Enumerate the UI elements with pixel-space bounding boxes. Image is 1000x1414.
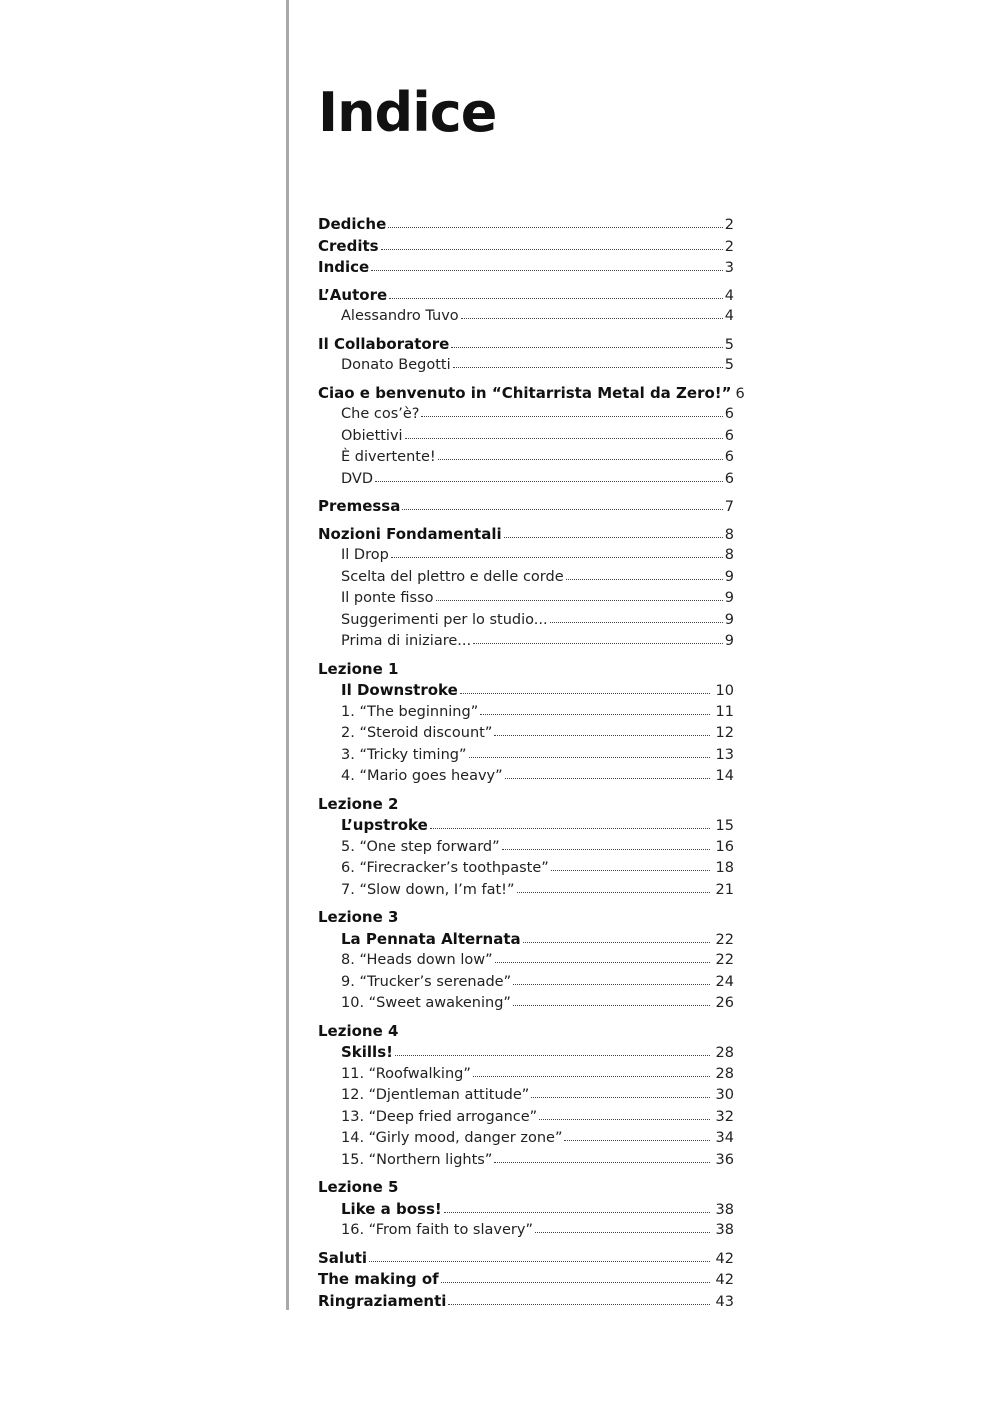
toc-entry[interactable]	[318, 880, 734, 902]
toc-page-number: 22	[715, 952, 734, 968]
toc-entry[interactable]	[318, 404, 734, 426]
toc-entry-label: 16. “From faith to slavery”	[341, 1222, 533, 1238]
toc-entry[interactable]	[318, 972, 734, 994]
toc-page-number: 28	[715, 1045, 734, 1061]
toc-entry[interactable]	[318, 702, 734, 724]
toc-page-number: 13	[715, 746, 734, 763]
toc-page-number: 9	[724, 590, 734, 606]
toc-entry[interactable]	[318, 285, 734, 307]
toc-group	[318, 907, 734, 1015]
toc-page-number: 2	[724, 238, 734, 255]
toc-entry-label: 5. “One step forward”	[341, 838, 500, 855]
toc-entry-label: L’upstroke	[341, 816, 428, 834]
toc-entry[interactable]	[318, 1150, 734, 1172]
toc-entry-label: 8. “Heads down low”	[341, 952, 493, 968]
toc-page-number: 6	[724, 449, 734, 465]
dot-leader	[441, 1281, 710, 1283]
toc-entry[interactable]	[318, 723, 734, 745]
toc-entry[interactable]	[318, 745, 734, 767]
toc-page-number: 12	[715, 725, 734, 741]
toc-entry[interactable]	[318, 355, 734, 377]
toc-group	[318, 1177, 734, 1242]
toc-entry[interactable]	[318, 1291, 734, 1313]
toc-entry-label: Lezione 2	[318, 794, 399, 813]
toc-page-number: 22	[715, 931, 734, 948]
toc-group	[318, 334, 734, 377]
toc-lesson-heading	[318, 907, 734, 929]
toc-entry-label: Lezione 4	[318, 1021, 399, 1040]
dot-leader	[453, 366, 723, 368]
dot-leader	[517, 891, 711, 893]
toc-page-number: 6	[724, 470, 734, 487]
toc-entry-label: Credits	[318, 236, 379, 255]
toc-lesson-heading	[318, 794, 734, 816]
toc-entry-label: L’Autore	[318, 285, 388, 304]
dot-leader	[451, 346, 722, 348]
toc-page-number: 6	[724, 406, 734, 422]
toc-entry[interactable]	[318, 214, 734, 236]
toc-entry-label: 12. “Djentleman attitude”	[341, 1087, 530, 1103]
toc-entry-label: Donato Begotti	[341, 357, 451, 373]
toc-entry[interactable]	[318, 929, 734, 951]
toc-entry[interactable]	[318, 815, 734, 837]
toc-lesson-heading	[318, 1021, 734, 1043]
toc-entry-label: DVD	[341, 470, 373, 487]
toc-entry[interactable]	[318, 766, 734, 788]
toc-page-number: 16	[715, 838, 734, 855]
toc-entry[interactable]	[318, 631, 734, 653]
toc-page-number: 5	[724, 336, 734, 353]
dot-leader	[369, 1260, 710, 1262]
toc-page-number: 9	[724, 633, 734, 649]
dot-leader	[535, 1231, 710, 1233]
toc-entry[interactable]	[318, 447, 734, 469]
toc-entry-label: 3. “Tricky timing”	[341, 746, 467, 763]
toc-entry[interactable]	[318, 1220, 734, 1242]
toc-page-number: 2	[724, 217, 734, 233]
toc-entry[interactable]	[318, 1128, 734, 1150]
toc-entry[interactable]	[318, 993, 734, 1015]
toc-entry-label: Lezione 1	[318, 659, 399, 678]
dot-leader	[389, 297, 723, 299]
toc-group	[318, 214, 734, 279]
dot-leader	[444, 1211, 710, 1213]
toc-entry[interactable]	[318, 306, 734, 328]
toc-page-number: 36	[715, 1151, 734, 1168]
toc-group	[318, 285, 734, 328]
toc-page-number: 9	[724, 611, 734, 628]
toc-entry-label: Che cos’è?	[341, 406, 420, 422]
toc-entry-label: Prima di iniziare...	[341, 633, 472, 649]
toc-entry[interactable]	[318, 610, 734, 632]
toc-entry-label: 10. “Sweet awakening”	[341, 995, 511, 1011]
toc-entry[interactable]	[318, 1107, 734, 1129]
toc-page-number: 21	[715, 881, 734, 898]
toc-page-number: 38	[715, 1201, 734, 1218]
toc-page-number: 26	[715, 995, 734, 1011]
dot-leader	[531, 1096, 710, 1098]
toc-page-number: 4	[724, 308, 734, 324]
toc-entry-label: Nozioni Fondamentali	[318, 524, 502, 543]
toc-entry[interactable]	[318, 257, 734, 279]
dot-leader	[438, 458, 723, 460]
toc-entry[interactable]	[318, 524, 734, 546]
toc-entry-label: Ringraziamenti	[318, 1291, 447, 1310]
dot-leader	[371, 269, 723, 271]
toc-entry[interactable]	[318, 334, 734, 356]
toc-entry-label: Like a boss!	[341, 1199, 442, 1218]
toc-entry[interactable]	[318, 236, 734, 258]
toc-group	[318, 1248, 734, 1313]
toc-entry-label: Suggerimenti per lo studio...	[341, 611, 548, 628]
toc-entry-label: Scelta del plettro e delle corde	[341, 568, 564, 585]
toc-entry[interactable]	[318, 1248, 734, 1270]
dot-leader	[460, 692, 710, 694]
toc-entry-label: Ciao e benvenuto in “Chitarrista Metal da Zero!”	[318, 383, 732, 402]
toc-entry[interactable]	[318, 469, 734, 491]
toc-page-number: 10	[715, 683, 734, 699]
dot-leader	[436, 599, 723, 601]
toc-entry-label: Il Drop	[341, 547, 389, 563]
table-of-contents	[318, 214, 745, 1318]
toc-group	[318, 659, 734, 788]
toc-page-number: 3	[724, 260, 734, 276]
toc-entry-label: Alessandro Tuvo	[341, 308, 459, 324]
toc-entry-label: 7. “Slow down, I’m fat!”	[341, 881, 515, 898]
dot-leader	[513, 1004, 710, 1006]
dot-leader	[391, 556, 723, 558]
dot-leader	[495, 961, 710, 963]
toc-entry-label: Il ponte fisso	[341, 590, 434, 606]
toc-group	[318, 794, 734, 902]
toc-entry[interactable]	[318, 567, 734, 589]
toc-entry-label: Saluti	[318, 1248, 368, 1267]
dot-leader	[375, 480, 723, 482]
dot-leader	[513, 983, 710, 985]
toc-entry[interactable]	[318, 383, 745, 405]
toc-entry-label: 1. “The beginning”	[341, 703, 479, 720]
toc-page-number: 6	[724, 427, 734, 444]
toc-entry[interactable]	[318, 1199, 734, 1221]
toc-page-number: 8	[724, 526, 734, 543]
toc-entry-label: 4. “Mario goes heavy”	[341, 768, 503, 784]
toc-page-number: 32	[715, 1108, 734, 1125]
toc-page-number: 6	[735, 385, 745, 402]
toc-page-number: 9	[724, 568, 734, 585]
dot-leader	[405, 437, 723, 439]
toc-page-number: 28	[715, 1065, 734, 1082]
toc-page-number: 5	[724, 357, 734, 373]
toc-page-number: 42	[715, 1272, 734, 1288]
toc-entry-label: Indice	[318, 258, 370, 276]
toc-entry-label: 11. “Roofwalking”	[341, 1065, 471, 1082]
dot-leader	[504, 536, 723, 538]
toc-entry[interactable]	[318, 1042, 734, 1064]
toc-page-number: 42	[715, 1250, 734, 1267]
toc-entry-label: Premessa	[318, 497, 401, 515]
dot-leader	[505, 777, 710, 779]
page-spine-line	[286, 0, 289, 1310]
dot-leader	[395, 1054, 710, 1056]
toc-entry[interactable]	[318, 858, 734, 880]
dot-leader	[473, 642, 723, 644]
dot-leader	[539, 1118, 710, 1120]
dot-leader	[388, 226, 723, 228]
toc-entry-label: 13. “Deep fried arrogance”	[341, 1108, 538, 1125]
dot-leader	[461, 317, 723, 319]
toc-entry[interactable]	[318, 426, 734, 448]
dot-leader	[381, 248, 723, 250]
dot-leader	[448, 1303, 710, 1305]
toc-entry-label: 14. “Girly mood, danger zone”	[341, 1130, 563, 1146]
toc-entry-label: Lezione 5	[318, 1178, 399, 1196]
toc-entry[interactable]	[318, 1269, 734, 1291]
toc-lesson-heading	[318, 1177, 734, 1199]
toc-page-number: 34	[715, 1130, 734, 1146]
toc-entry[interactable]	[318, 496, 734, 518]
dot-leader	[566, 578, 723, 580]
toc-entry[interactable]	[318, 950, 734, 972]
toc-entry-label: 15. “Northern lights”	[341, 1151, 493, 1168]
toc-page-number: 38	[715, 1222, 734, 1238]
toc-entry-label: The making of	[318, 1270, 439, 1288]
dot-leader	[469, 756, 711, 758]
dot-leader	[564, 1139, 710, 1141]
toc-entry-label: La Pennata Alternata	[341, 929, 521, 948]
toc-entry[interactable]	[318, 545, 734, 567]
toc-page-number: 4	[724, 287, 734, 304]
toc-entry-label: Dediche	[318, 215, 387, 233]
dot-leader	[430, 827, 710, 829]
toc-page-number: 7	[724, 499, 734, 515]
toc-page-number: 15	[715, 818, 734, 834]
toc-page-number: 11	[715, 703, 734, 720]
toc-entry[interactable]	[318, 680, 734, 702]
dot-leader	[494, 734, 710, 736]
dot-leader	[421, 415, 722, 417]
toc-lesson-heading	[318, 659, 734, 681]
toc-page-number: 24	[715, 973, 734, 990]
toc-page-number: 30	[715, 1087, 734, 1103]
dot-leader	[480, 713, 710, 715]
toc-group	[318, 496, 734, 518]
toc-entry-label: 2. “Steroid discount”	[341, 725, 493, 741]
dot-leader	[473, 1075, 710, 1077]
dot-leader	[402, 508, 722, 510]
toc-entry-label: 6. “Firecracker’s toothpaste”	[341, 860, 549, 876]
toc-entry[interactable]	[318, 1064, 734, 1086]
toc-group	[318, 383, 745, 491]
toc-group	[318, 1021, 734, 1172]
toc-page-number: 43	[715, 1293, 734, 1310]
toc-entry-label: È divertente!	[341, 449, 436, 465]
toc-entry[interactable]	[318, 837, 734, 859]
toc-entry-label: 9. “Trucker’s serenade”	[341, 973, 512, 990]
toc-entry[interactable]	[318, 1085, 734, 1107]
dot-leader	[502, 848, 710, 850]
toc-group	[318, 524, 734, 653]
toc-entry-label: Il Collaboratore	[318, 334, 450, 353]
dot-leader	[550, 621, 723, 623]
toc-entry-label: Skills!	[341, 1043, 393, 1061]
dot-leader	[523, 941, 710, 943]
toc-entry-label: Lezione 3	[318, 908, 399, 926]
toc-page-number: 14	[715, 768, 734, 784]
page-title: Indice	[318, 81, 497, 144]
toc-entry-label: Obiettivi	[341, 427, 403, 444]
dot-leader	[551, 869, 710, 871]
toc-page-number: 18	[715, 860, 734, 876]
dot-leader	[494, 1161, 710, 1163]
toc-page-number: 8	[724, 547, 734, 563]
toc-entry-label: Il Downstroke	[341, 681, 458, 699]
toc-entry[interactable]	[318, 588, 734, 610]
